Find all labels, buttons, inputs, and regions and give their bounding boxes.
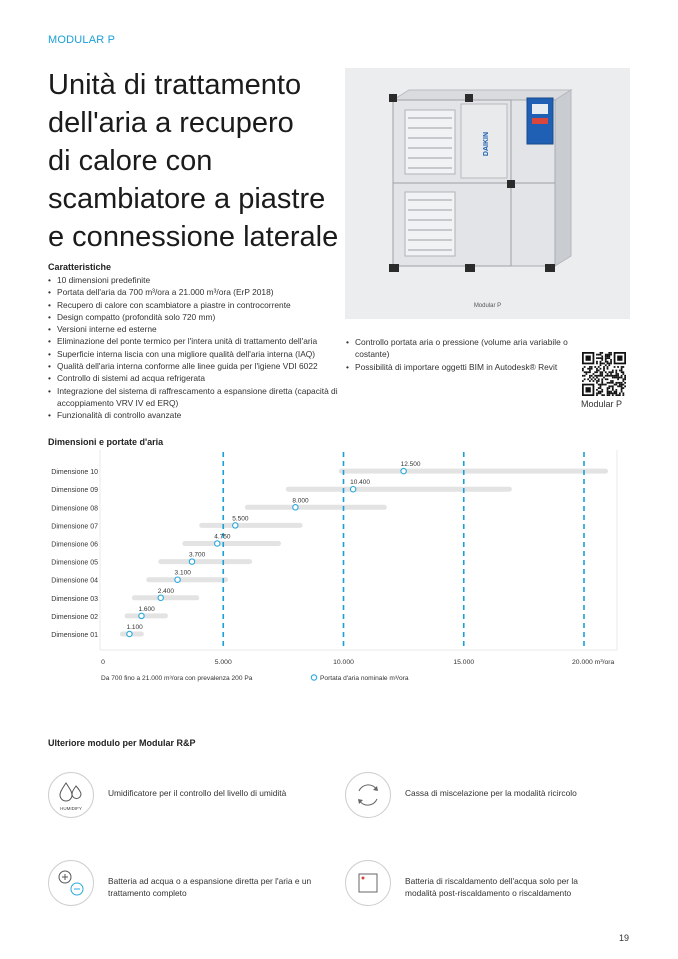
category-label: Dimensione 03 <box>51 595 98 603</box>
nominal-point <box>127 631 132 636</box>
feature-item: • 10 dimensioni predefinite <box>48 274 348 286</box>
addons-heading: Ulteriore modulo per Modular R&P <box>48 738 196 748</box>
feature-item: • Eliminazione del ponte termico per l'intera unità di trattamento dell'aria <box>48 335 348 347</box>
recirculation-icon <box>345 772 391 818</box>
nominal-label: 1.600 <box>138 605 155 613</box>
section-label: MODULAR P <box>48 34 116 46</box>
title-line: dell'aria a recupero <box>48 107 294 139</box>
heating-coil-icon <box>345 860 391 906</box>
nominal-label: 8.000 <box>292 497 309 505</box>
nominal-point <box>139 613 144 618</box>
category-label: Dimensione 04 <box>51 577 98 585</box>
nominal-point <box>401 468 406 473</box>
nominal-label: 4.750 <box>214 533 231 541</box>
range-bar <box>199 523 302 528</box>
x-tick-label: 10.000 <box>333 659 354 666</box>
qr-label: Modular P <box>581 399 623 409</box>
chart-title: Dimensioni e portate d'aria <box>48 437 164 447</box>
category-label: Dimensione 07 <box>51 523 98 531</box>
feature-item: • Integrazione del sistema di raffrescamento a espansione diretta (capacità di accoppiamento VRV IV ed ERQ) <box>48 385 348 410</box>
feature-item: • Portata dell'aria da 700 m³/ora a 21.000 m³/ora (ErP 2018) <box>48 286 348 298</box>
range-bar <box>125 613 168 618</box>
nominal-point <box>175 577 180 582</box>
feature-item: • Versioni interne ed esterne <box>48 323 348 335</box>
feature-item: • Funzionalità di controllo avanzate <box>48 409 348 421</box>
category-label: Dimensione 06 <box>51 541 98 549</box>
legend-range: Da 700 fino a 21.000 m³/ora con prevalenza 200 Pa <box>101 675 253 682</box>
range-bar <box>158 559 252 564</box>
title-line: di calore con <box>48 145 213 177</box>
range-bar <box>286 487 512 492</box>
range-bar <box>245 505 387 510</box>
airflow-range-chart <box>0 448 678 688</box>
nominal-point <box>293 505 298 510</box>
nominal-label: 3.700 <box>188 551 206 559</box>
feature-item: • Design compatto (profondità solo 720 mm) <box>48 311 348 323</box>
x-tick-label: 15.000 <box>453 659 475 666</box>
qr-code-icon[interactable] <box>582 352 626 396</box>
category-label: Dimensione 09 <box>51 487 98 495</box>
category-label: Dimensione 02 <box>51 613 98 621</box>
page-number: 19 <box>619 933 630 943</box>
nominal-point <box>233 523 238 528</box>
nominal-point <box>350 487 355 492</box>
range-bar <box>146 577 228 582</box>
nominal-point <box>158 595 163 600</box>
features-list <box>48 274 348 422</box>
feature-item: • Superficie interna liscia con una migliore qualità dell'aria interna (IAQ) <box>48 348 348 360</box>
addon-text: Batteria ad acqua o a espansione diretta per l'aria e un trattamento completo <box>108 876 312 898</box>
nominal-label: 12.500 <box>400 461 421 469</box>
feature-item: • Controllo di sistemi ad acqua refrigerata <box>48 372 348 384</box>
plus-minus-coil-icon <box>48 860 94 906</box>
x-tick-label: 20.000 m³/ora <box>572 659 615 666</box>
features-list-right <box>346 336 576 373</box>
nominal-label: 10.400 <box>350 479 371 487</box>
humidify-icon <box>48 772 94 818</box>
addon-text: Batteria di riscaldamento dell'acqua solo per la modalità post-riscaldamento o riscaldamento <box>405 876 578 898</box>
legend-nominal: Portata d'aria nominale m³/ora <box>320 675 409 682</box>
nominal-label: 5.500 <box>232 515 249 523</box>
photo-caption: Modular P <box>473 303 502 309</box>
nominal-point <box>215 541 220 546</box>
x-tick-label: 5.000 <box>214 659 232 666</box>
category-label: Dimensione 01 <box>51 632 98 639</box>
feature-item: • Possibilità di importare oggetti BIM in Autodesk® Revit <box>346 361 576 373</box>
page-title <box>48 66 348 256</box>
title-line: Unità di trattamento <box>48 69 302 101</box>
features-heading: Caratteristiche <box>48 262 112 272</box>
product-photo <box>345 68 630 319</box>
title-line: e connessione laterale <box>48 221 339 253</box>
nominal-point <box>189 559 194 564</box>
legend-nominal-marker <box>311 675 316 680</box>
feature-item: • Qualità dell'aria interna conforme alle linee guida per l'igiene VDI 6022 <box>48 360 348 372</box>
category-label: Dimensione 10 <box>51 469 98 477</box>
category-label: Dimensione 08 <box>51 505 98 513</box>
title-line: scambiatore a piastre <box>48 183 326 215</box>
air-handling-unit-illustration <box>345 68 630 319</box>
feature-item: • Recupero di calore con scambiatore a piastre in controcorrente <box>48 299 348 311</box>
range-bar <box>182 541 281 546</box>
brand-logo: DAIKIN <box>483 131 490 157</box>
addon-text: Cassa di miscelazione per la modalità ricircolo <box>405 788 577 798</box>
nominal-label: 1.100 <box>126 624 143 631</box>
x-tick-label: 0 <box>101 659 105 666</box>
range-bar <box>132 595 199 600</box>
addon-text: Umidificatore per il controllo del livello di umidità <box>108 788 287 798</box>
nominal-label: 2.400 <box>157 587 175 595</box>
range-bar <box>339 469 608 474</box>
category-label: Dimensione 05 <box>51 559 98 567</box>
nominal-label: 3.100 <box>174 569 191 577</box>
feature-item: • Controllo portata aria o pressione (volume aria variabile o costante) <box>346 336 576 361</box>
humidify-icon-label: HUMIDIFY <box>60 806 82 811</box>
